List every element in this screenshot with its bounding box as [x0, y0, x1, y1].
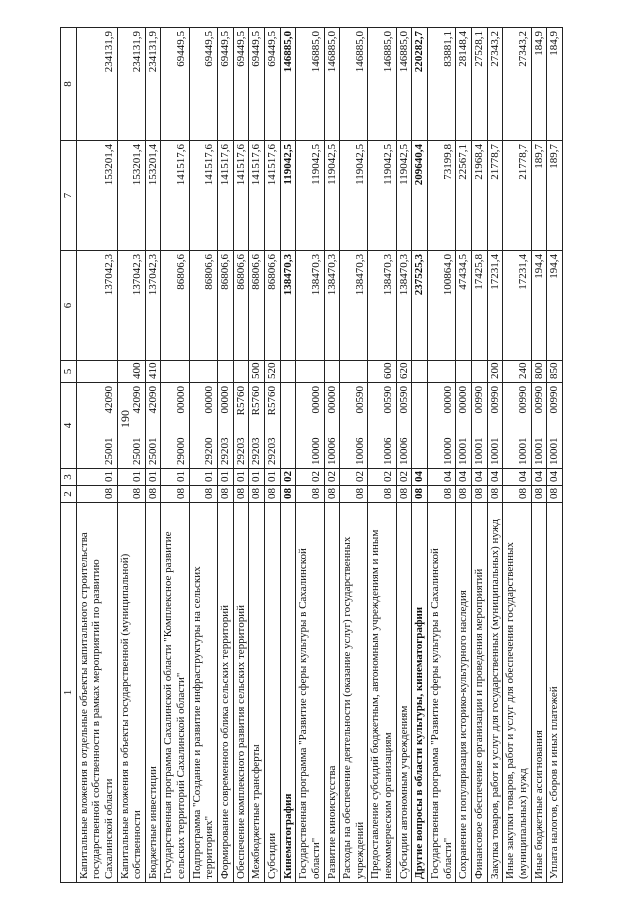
subsection-code: 01 [76, 469, 117, 486]
table-row [324, 28, 340, 883]
amount-col-7: 141517,6 [218, 141, 234, 251]
amount-col-7: 21778,7 [503, 141, 531, 251]
header-cell-8: 8 [61, 28, 77, 141]
amount-col-8: 69449,5 [264, 28, 280, 141]
subsection-code: 04 [428, 469, 456, 486]
program-code: 29203 [219, 437, 232, 465]
target-article-code [547, 383, 563, 469]
table-row [296, 28, 324, 883]
amount-col-7: 189,7 [531, 141, 547, 251]
target-article-code [117, 383, 145, 469]
table-row [218, 28, 234, 883]
expense-type-code: 240 [503, 361, 531, 383]
target-article-code [487, 383, 503, 469]
row-name: Другие вопросы в области культуры, кинематографии [412, 503, 428, 883]
program-code: 29000 [175, 437, 188, 465]
table-row [76, 28, 117, 883]
target-article-code [189, 383, 217, 469]
section-code: 08 [161, 486, 189, 503]
row-name: Государственная программа "Развитие сферы культуры в Сахалинской области" [296, 503, 324, 883]
section-code: 08 [487, 486, 503, 503]
program-code: 10001 [488, 437, 501, 465]
table-row [117, 28, 145, 883]
amount-col-7: 119042,5 [396, 141, 412, 251]
amount-col-6: 47434,5 [456, 251, 472, 361]
section-code: 08 [280, 486, 296, 503]
amount-col-7: 153201,4 [145, 141, 161, 251]
expense-type-code [280, 361, 296, 383]
amount-col-6: 86806,6 [233, 251, 249, 361]
budget-table [60, 27, 563, 883]
amount-col-8: 234131,9 [76, 28, 117, 141]
program-code: 10006 [397, 437, 410, 465]
amount-col-7: 153201,4 [117, 141, 145, 251]
amount-col-7: 119042,5 [296, 141, 324, 251]
amount-col-8: 146885,0 [396, 28, 412, 141]
target-article-code [396, 383, 412, 469]
amount-col-7: 119042,5 [280, 141, 296, 251]
amount-col-8: 69449,5 [233, 28, 249, 141]
direction-code: 00000 [219, 386, 232, 414]
program-code: 10000 [309, 437, 322, 465]
amount-col-8: 27343,2 [487, 28, 503, 141]
amount-col-7: 21778,7 [487, 141, 503, 251]
header-cell-2: 2 [61, 486, 77, 503]
expense-type-code [428, 361, 456, 383]
program-code: 10006 [353, 437, 366, 465]
table-row [264, 28, 280, 883]
expense-type-code [456, 361, 472, 383]
amount-col-7: 21968,4 [471, 141, 487, 251]
target-article-code [368, 383, 396, 469]
amount-col-8: 146885,0 [368, 28, 396, 141]
section-code: 08 [428, 486, 456, 503]
amount-col-6: 138470,3 [324, 251, 340, 361]
row-name: Обеспечение комплексного развития сельских территорий [233, 503, 249, 883]
amount-col-6: 86806,6 [249, 251, 265, 361]
subsection-code: 04 [412, 469, 428, 486]
subsection-code: 02 [396, 469, 412, 486]
table-row [368, 28, 396, 883]
amount-col-8: 69449,5 [189, 28, 217, 141]
direction-code: 00990 [488, 386, 501, 414]
amount-col-8: 69449,5 [218, 28, 234, 141]
target-article-code [76, 383, 117, 469]
amount-col-6: 86806,6 [189, 251, 217, 361]
table-row [456, 28, 472, 883]
section-code: 08 [340, 486, 368, 503]
table-row [249, 28, 265, 883]
amount-col-8: 28148,4 [456, 28, 472, 141]
amount-col-7: 209640,4 [412, 141, 428, 251]
subsection-code: 01 [145, 469, 161, 486]
table-row [547, 28, 563, 883]
program-code: 29203 [265, 437, 278, 465]
section-code: 08 [296, 486, 324, 503]
target-article-code [264, 383, 280, 469]
direction-code: 00000 [457, 386, 470, 414]
table-row [471, 28, 487, 883]
section-code: 08 [324, 486, 340, 503]
amount-col-8: 146885,0 [340, 28, 368, 141]
amount-col-7: 153201,4 [76, 141, 117, 251]
amount-col-6: 17425,8 [471, 251, 487, 361]
row-name: Закупка товаров, работ и услуг для государственных (муниципальных) нужд [487, 503, 503, 883]
direction-code: 00000 [203, 386, 216, 414]
subsection-code: 02 [324, 469, 340, 486]
target-article-code [324, 383, 340, 469]
amount-col-7: 141517,6 [233, 141, 249, 251]
direction-code: 00990 [472, 386, 485, 414]
direction-code: 00990 [548, 386, 561, 414]
expense-type-code [218, 361, 234, 383]
amount-col-7: 22567,1 [456, 141, 472, 251]
header-row [61, 28, 77, 883]
direction-code: 00590 [397, 386, 410, 414]
amount-col-8: 27343,2 [503, 28, 531, 141]
amount-col-8: 234131,9 [117, 28, 145, 141]
section-code: 08 [218, 486, 234, 503]
amount-col-8: 146885,0 [296, 28, 324, 141]
row-name: Иные бюджетные ассигнования [531, 503, 547, 883]
amount-col-8: 234131,9 [145, 28, 161, 141]
amount-col-8: 184,9 [531, 28, 547, 141]
amount-col-8: 146885,0 [324, 28, 340, 141]
program-code: 29203 [250, 437, 263, 465]
direction-code: 42090 [146, 386, 159, 414]
row-name: Субсидии автономным учреждениям [396, 503, 412, 883]
section-code: 08 [456, 486, 472, 503]
row-name: Формирование современного облика сельских территорий [218, 503, 234, 883]
direction-code: 00000 [175, 386, 188, 414]
target-article-code [233, 383, 249, 469]
row-name: Сохранение и популяризация историко-культурного наследия [456, 503, 472, 883]
subsection-code: 02 [340, 469, 368, 486]
amount-col-8: 69449,5 [249, 28, 265, 141]
row-name: Государственная программа Сахалинской области "Комплексное развитие сельских территорий Сахалинской области" [161, 503, 189, 883]
section-code: 08 [233, 486, 249, 503]
header-cell-3: 3 [61, 469, 77, 486]
table-row [412, 28, 428, 883]
amount-col-8: 69449,5 [161, 28, 189, 141]
section-code: 08 [471, 486, 487, 503]
row-name: Уплата налогов, сборов и иных платежей [547, 503, 563, 883]
subsection-code: 04 [531, 469, 547, 486]
subsection-code: 01 [264, 469, 280, 486]
amount-col-6: 237525,3 [412, 251, 428, 361]
row-name: Кинематография [280, 503, 296, 883]
program-code: 10000 [441, 437, 454, 465]
amount-col-7: 141517,6 [264, 141, 280, 251]
row-name: Государственная программа "Развитие сферы культуры в Сахалинской области" [428, 503, 456, 883]
subsection-code: 04 [471, 469, 487, 486]
subsection-code: 01 [189, 469, 217, 486]
amount-col-8: 220282,7 [412, 28, 428, 141]
row-name: Межбюджетные трансферты [249, 503, 265, 883]
table-row [396, 28, 412, 883]
row-name: Иные закупки товаров, работ и услуг для обеспечения государственных (муниципальных) нужд [503, 503, 531, 883]
program-code: 29200 [203, 437, 216, 465]
program-code: 10001 [472, 437, 485, 465]
expense-type-code [340, 361, 368, 383]
subsection-code: 04 [503, 469, 531, 486]
row-name: Предоставление субсидий бюджетным, автономным учреждениям и иным некоммерческим организациям [368, 503, 396, 883]
amount-col-7: 119042,5 [368, 141, 396, 251]
subsection-code: 04 [487, 469, 503, 486]
row-name: Расходы на обеспечение деятельности (оказание услуг) государственных учреждений [340, 503, 368, 883]
amount-col-6: 138470,3 [368, 251, 396, 361]
amount-col-7: 189,7 [547, 141, 563, 251]
section-code: 08 [249, 486, 265, 503]
expense-type-code: 600 [368, 361, 396, 383]
subsection-code: 01 [249, 469, 265, 486]
expense-type-code: 400 [117, 361, 145, 383]
expense-type-code: 500 [249, 361, 265, 383]
header-cell-1: 1 [61, 503, 77, 883]
header-cell-4: 4 [61, 383, 77, 469]
row-name: Подпрограмма "Создание и развитие инфраструктуры на сельских территориях" [189, 503, 217, 883]
amount-col-6: 138470,3 [340, 251, 368, 361]
amount-col-6: 86806,6 [264, 251, 280, 361]
section-code: 08 [145, 486, 161, 503]
table-row [145, 28, 161, 883]
amount-col-8: 27528,1 [471, 28, 487, 141]
program-code: 25001 [131, 437, 144, 465]
header-cell-6: 6 [61, 251, 77, 361]
program-code: 10006 [325, 437, 338, 465]
program-code: 10001 [457, 437, 470, 465]
expense-type-code: 800 [531, 361, 547, 383]
subsection-code: 01 [117, 469, 145, 486]
row-name: Бюджетные инвестиции [145, 503, 161, 883]
direction-code: R5760 [250, 386, 263, 416]
table-row [487, 28, 503, 883]
direction-code: 00990 [516, 386, 529, 414]
header-cell-5: 5 [61, 361, 77, 383]
amount-col-8: 146885,0 [280, 28, 296, 141]
expense-type-code: 620 [396, 361, 412, 383]
target-article-code [280, 383, 296, 469]
table-row [340, 28, 368, 883]
row-name: Развитие киноискусства [324, 503, 340, 883]
amount-col-8: 184,9 [547, 28, 563, 141]
target-article-code [340, 383, 368, 469]
program-code: 29203 [234, 437, 247, 465]
program-code: 10006 [382, 437, 395, 465]
target-article-code [161, 383, 189, 469]
row-name: Капитальные вложения в объекты государственной (муниципальной) собственности [117, 503, 145, 883]
program-code: 10001 [516, 437, 529, 465]
section-code: 08 [503, 486, 531, 503]
direction-code: 00000 [325, 386, 338, 414]
amount-col-6: 17231,4 [503, 251, 531, 361]
amount-col-7: 119042,5 [340, 141, 368, 251]
program-code: 25001 [146, 437, 159, 465]
expense-type-code [189, 361, 217, 383]
table-row [428, 28, 456, 883]
target-article-code [296, 383, 324, 469]
table-row [189, 28, 217, 883]
direction-code: R5760 [265, 386, 278, 416]
table-row [503, 28, 531, 883]
target-article-code [503, 383, 531, 469]
amount-col-6: 138470,3 [296, 251, 324, 361]
section-code: 08 [264, 486, 280, 503]
direction-code: 00990 [532, 386, 545, 414]
direction-code: 42090 [131, 386, 144, 414]
row-name: Капитальные вложения в отдельные объекты капитального строительства государственной собственности в рамках мероприятий по развитию Сахалинской области [76, 503, 117, 883]
expense-type-code [471, 361, 487, 383]
amount-col-7: 141517,6 [249, 141, 265, 251]
table-row [233, 28, 249, 883]
direction-code: 00590 [353, 386, 366, 414]
section-code: 08 [396, 486, 412, 503]
target-article-code [471, 383, 487, 469]
expense-type-code: 410 [145, 361, 161, 383]
amount-col-7: 119042,5 [324, 141, 340, 251]
expense-type-code [412, 361, 428, 383]
section-code: 08 [531, 486, 547, 503]
expense-type-code: 200 [487, 361, 503, 383]
amount-col-6: 86806,6 [218, 251, 234, 361]
amount-col-6: 137042,3 [76, 251, 117, 361]
table-row [531, 28, 547, 883]
section-code: 08 [547, 486, 563, 503]
expense-type-code: 850 [547, 361, 563, 383]
section-code: 08 [117, 486, 145, 503]
subsection-code: 01 [218, 469, 234, 486]
direction-code: 42090 [102, 386, 115, 414]
target-article-code [145, 383, 161, 469]
row-name: Финансовое обеспечение организации и проведения мероприятий [471, 503, 487, 883]
direction-code: 00000 [309, 386, 322, 414]
section-code: 08 [189, 486, 217, 503]
amount-col-8: 83881,1 [428, 28, 456, 141]
amount-col-6: 17231,4 [487, 251, 503, 361]
amount-col-6: 138470,3 [280, 251, 296, 361]
page-number: 190 [118, 410, 132, 428]
section-code: 08 [76, 486, 117, 503]
direction-code: 00000 [441, 386, 454, 414]
section-code: 08 [412, 486, 428, 503]
target-article-code [218, 383, 234, 469]
target-article-code [531, 383, 547, 469]
program-code: 25001 [102, 437, 115, 465]
expense-type-code: 520 [264, 361, 280, 383]
expense-type-code [161, 361, 189, 383]
amount-col-6: 137042,3 [145, 251, 161, 361]
header-cell-7: 7 [61, 141, 77, 251]
subsection-code: 02 [280, 469, 296, 486]
target-article-code [249, 383, 265, 469]
amount-col-6: 194,4 [547, 251, 563, 361]
subsection-code: 01 [233, 469, 249, 486]
table-row [280, 28, 296, 883]
program-code: 10001 [532, 437, 545, 465]
amount-col-6: 100864,0 [428, 251, 456, 361]
amount-col-7: 73199,8 [428, 141, 456, 251]
subsection-code: 02 [368, 469, 396, 486]
amount-col-7: 141517,6 [161, 141, 189, 251]
row-name: Субсидии [264, 503, 280, 883]
amount-col-6: 138470,3 [396, 251, 412, 361]
amount-col-7: 141517,6 [189, 141, 217, 251]
amount-col-6: 86806,6 [161, 251, 189, 361]
program-code: 10001 [548, 437, 561, 465]
expense-type-code [296, 361, 324, 383]
budget-table-container [60, 28, 563, 883]
direction-code: 00590 [382, 386, 395, 414]
expense-type-code [324, 361, 340, 383]
subsection-code: 02 [296, 469, 324, 486]
subsection-code: 04 [456, 469, 472, 486]
target-article-code [428, 383, 456, 469]
section-code: 08 [368, 486, 396, 503]
expense-type-code [76, 361, 117, 383]
direction-code: R5760 [234, 386, 247, 416]
amount-col-6: 194,4 [531, 251, 547, 361]
target-article-code [456, 383, 472, 469]
subsection-code: 01 [161, 469, 189, 486]
expense-type-code [233, 361, 249, 383]
amount-col-6: 137042,3 [117, 251, 145, 361]
table-row [161, 28, 189, 883]
subsection-code: 04 [547, 469, 563, 486]
target-article-code [412, 383, 428, 469]
